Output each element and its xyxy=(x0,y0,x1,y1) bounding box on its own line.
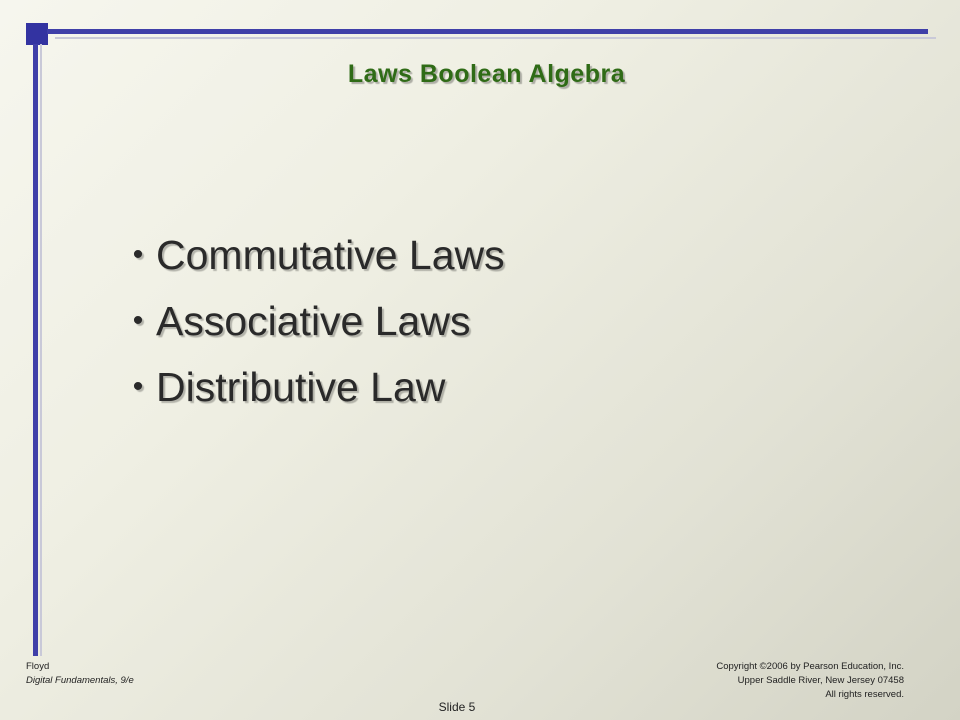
footer-copyright xyxy=(716,660,904,702)
bullet-list xyxy=(120,222,505,420)
bullet-text: Associative Laws xyxy=(156,297,471,344)
footer-author: Floyd xyxy=(26,661,50,672)
vertical-rule-dark xyxy=(33,44,38,656)
vertical-rule-light xyxy=(40,44,42,656)
slide-title: Laws Boolean Algebra xyxy=(347,60,626,88)
bullet-text: Distributive Law xyxy=(156,363,446,410)
copyright-line-1: Copyright ©2006 by Pearson Education, Inc. xyxy=(716,661,904,672)
bullet-item xyxy=(120,288,505,354)
bullet-dot-icon: • xyxy=(132,370,144,403)
footer-book-title: Digital Fundamentals, 9/e xyxy=(26,675,134,686)
copyright-line-3: All rights reserved. xyxy=(825,689,904,700)
bullet-dot-icon: • xyxy=(132,238,144,271)
horizontal-rule-light xyxy=(55,37,936,39)
bullet-dot-icon: • xyxy=(132,304,144,337)
bullet-text: Commutative Laws xyxy=(156,231,505,278)
corner-square-decoration xyxy=(26,23,48,45)
horizontal-rule-dark xyxy=(47,29,928,34)
slide-number: Slide 5 xyxy=(438,700,476,714)
bullet-item xyxy=(120,354,505,420)
copyright-line-2: Upper Saddle River, New Jersey 07458 xyxy=(737,675,904,686)
footer-book-info xyxy=(26,660,134,688)
bullet-item xyxy=(120,222,505,288)
